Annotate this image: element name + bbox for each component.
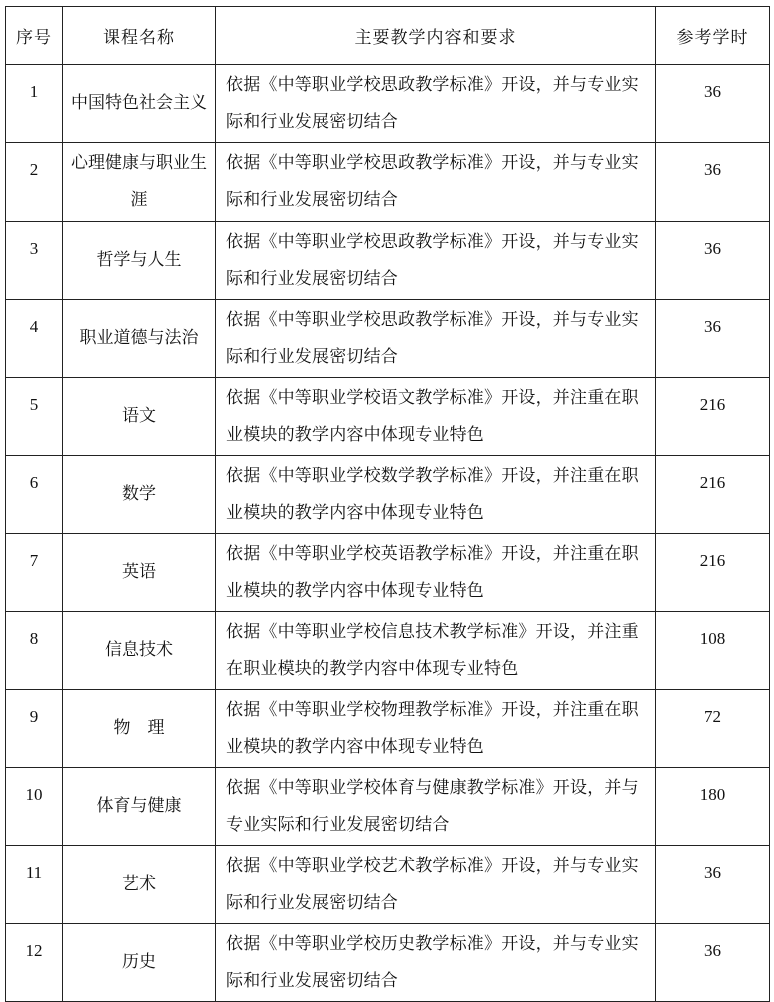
row-teaching-content: 依据《中等职业学校思政教学标准》开设，并与专业实际和行业发展密切结合 <box>216 222 656 300</box>
row-course-name: 中国特色社会主义 <box>63 65 216 143</box>
row-teaching-content: 依据《中等职业学校英语教学标准》开设，并注重在职业模块的教学内容中体现专业特色 <box>216 534 656 612</box>
row-teaching-content: 依据《中等职业学校信息技术教学标准》开设，并注重在职业模块的教学内容中体现专业特色 <box>216 612 656 690</box>
row-reference-hours: 36 <box>656 924 770 1002</box>
header-teaching-content: 主要教学内容和要求 <box>216 7 656 65</box>
table-header <box>6 7 770 65</box>
table-row <box>6 846 770 924</box>
row-course-name: 历史 <box>63 924 216 1002</box>
header-course-name: 课程名称 <box>63 7 216 65</box>
row-course-name: 英语 <box>63 534 216 612</box>
row-course-name: 数学 <box>63 456 216 534</box>
row-teaching-content: 依据《中等职业学校艺术教学标准》开设，并与专业实际和行业发展密切结合 <box>216 846 656 924</box>
row-serial-number: 6 <box>6 456 63 534</box>
table-row <box>6 378 770 456</box>
row-reference-hours: 180 <box>656 768 770 846</box>
row-serial-number: 3 <box>6 222 63 300</box>
row-course-name: 信息技术 <box>63 612 216 690</box>
row-course-name: 物 理 <box>63 690 216 768</box>
table-row <box>6 222 770 300</box>
table-row <box>6 65 770 143</box>
row-serial-number: 4 <box>6 300 63 378</box>
row-teaching-content: 依据《中等职业学校体育与健康教学标准》开设，并与专业实际和行业发展密切结合 <box>216 768 656 846</box>
curriculum-table <box>5 6 770 1002</box>
row-reference-hours: 36 <box>656 300 770 378</box>
row-teaching-content: 依据《中等职业学校思政教学标准》开设，并与专业实际和行业发展密切结合 <box>216 65 656 143</box>
row-teaching-content: 依据《中等职业学校历史教学标准》开设，并与专业实际和行业发展密切结合 <box>216 924 656 1002</box>
table-row <box>6 300 770 378</box>
row-course-name: 心理健康与职业生涯 <box>63 143 216 222</box>
header-serial-number: 序号 <box>6 7 63 65</box>
table-body <box>6 65 770 1002</box>
table-row <box>6 768 770 846</box>
row-serial-number: 10 <box>6 768 63 846</box>
row-reference-hours: 36 <box>656 846 770 924</box>
row-reference-hours: 108 <box>656 612 770 690</box>
row-course-name: 体育与健康 <box>63 768 216 846</box>
row-serial-number: 11 <box>6 846 63 924</box>
table-row <box>6 143 770 222</box>
row-reference-hours: 216 <box>656 534 770 612</box>
table-row <box>6 690 770 768</box>
row-reference-hours: 36 <box>656 143 770 222</box>
row-reference-hours: 36 <box>656 65 770 143</box>
row-serial-number: 2 <box>6 143 63 222</box>
row-reference-hours: 216 <box>656 378 770 456</box>
table-row <box>6 612 770 690</box>
row-serial-number: 9 <box>6 690 63 768</box>
row-serial-number: 5 <box>6 378 63 456</box>
header-reference-hours: 参考学时 <box>656 7 770 65</box>
row-teaching-content: 依据《中等职业学校思政教学标准》开设，并与专业实际和行业发展密切结合 <box>216 143 656 222</box>
table-row <box>6 924 770 1002</box>
row-reference-hours: 216 <box>656 456 770 534</box>
row-course-name: 语文 <box>63 378 216 456</box>
row-course-name: 职业道德与法治 <box>63 300 216 378</box>
row-serial-number: 7 <box>6 534 63 612</box>
row-teaching-content: 依据《中等职业学校物理教学标准》开设，并注重在职业模块的教学内容中体现专业特色 <box>216 690 656 768</box>
row-course-name: 艺术 <box>63 846 216 924</box>
table-row <box>6 534 770 612</box>
row-serial-number: 8 <box>6 612 63 690</box>
table-row <box>6 456 770 534</box>
row-teaching-content: 依据《中等职业学校数学教学标准》开设，并注重在职业模块的教学内容中体现专业特色 <box>216 456 656 534</box>
row-serial-number: 1 <box>6 65 63 143</box>
row-reference-hours: 72 <box>656 690 770 768</box>
header-row <box>6 7 770 65</box>
row-serial-number: 12 <box>6 924 63 1002</box>
row-course-name: 哲学与人生 <box>63 222 216 300</box>
row-reference-hours: 36 <box>656 222 770 300</box>
row-teaching-content: 依据《中等职业学校语文教学标准》开设，并注重在职业模块的教学内容中体现专业特色 <box>216 378 656 456</box>
row-teaching-content: 依据《中等职业学校思政教学标准》开设，并与专业实际和行业发展密切结合 <box>216 300 656 378</box>
